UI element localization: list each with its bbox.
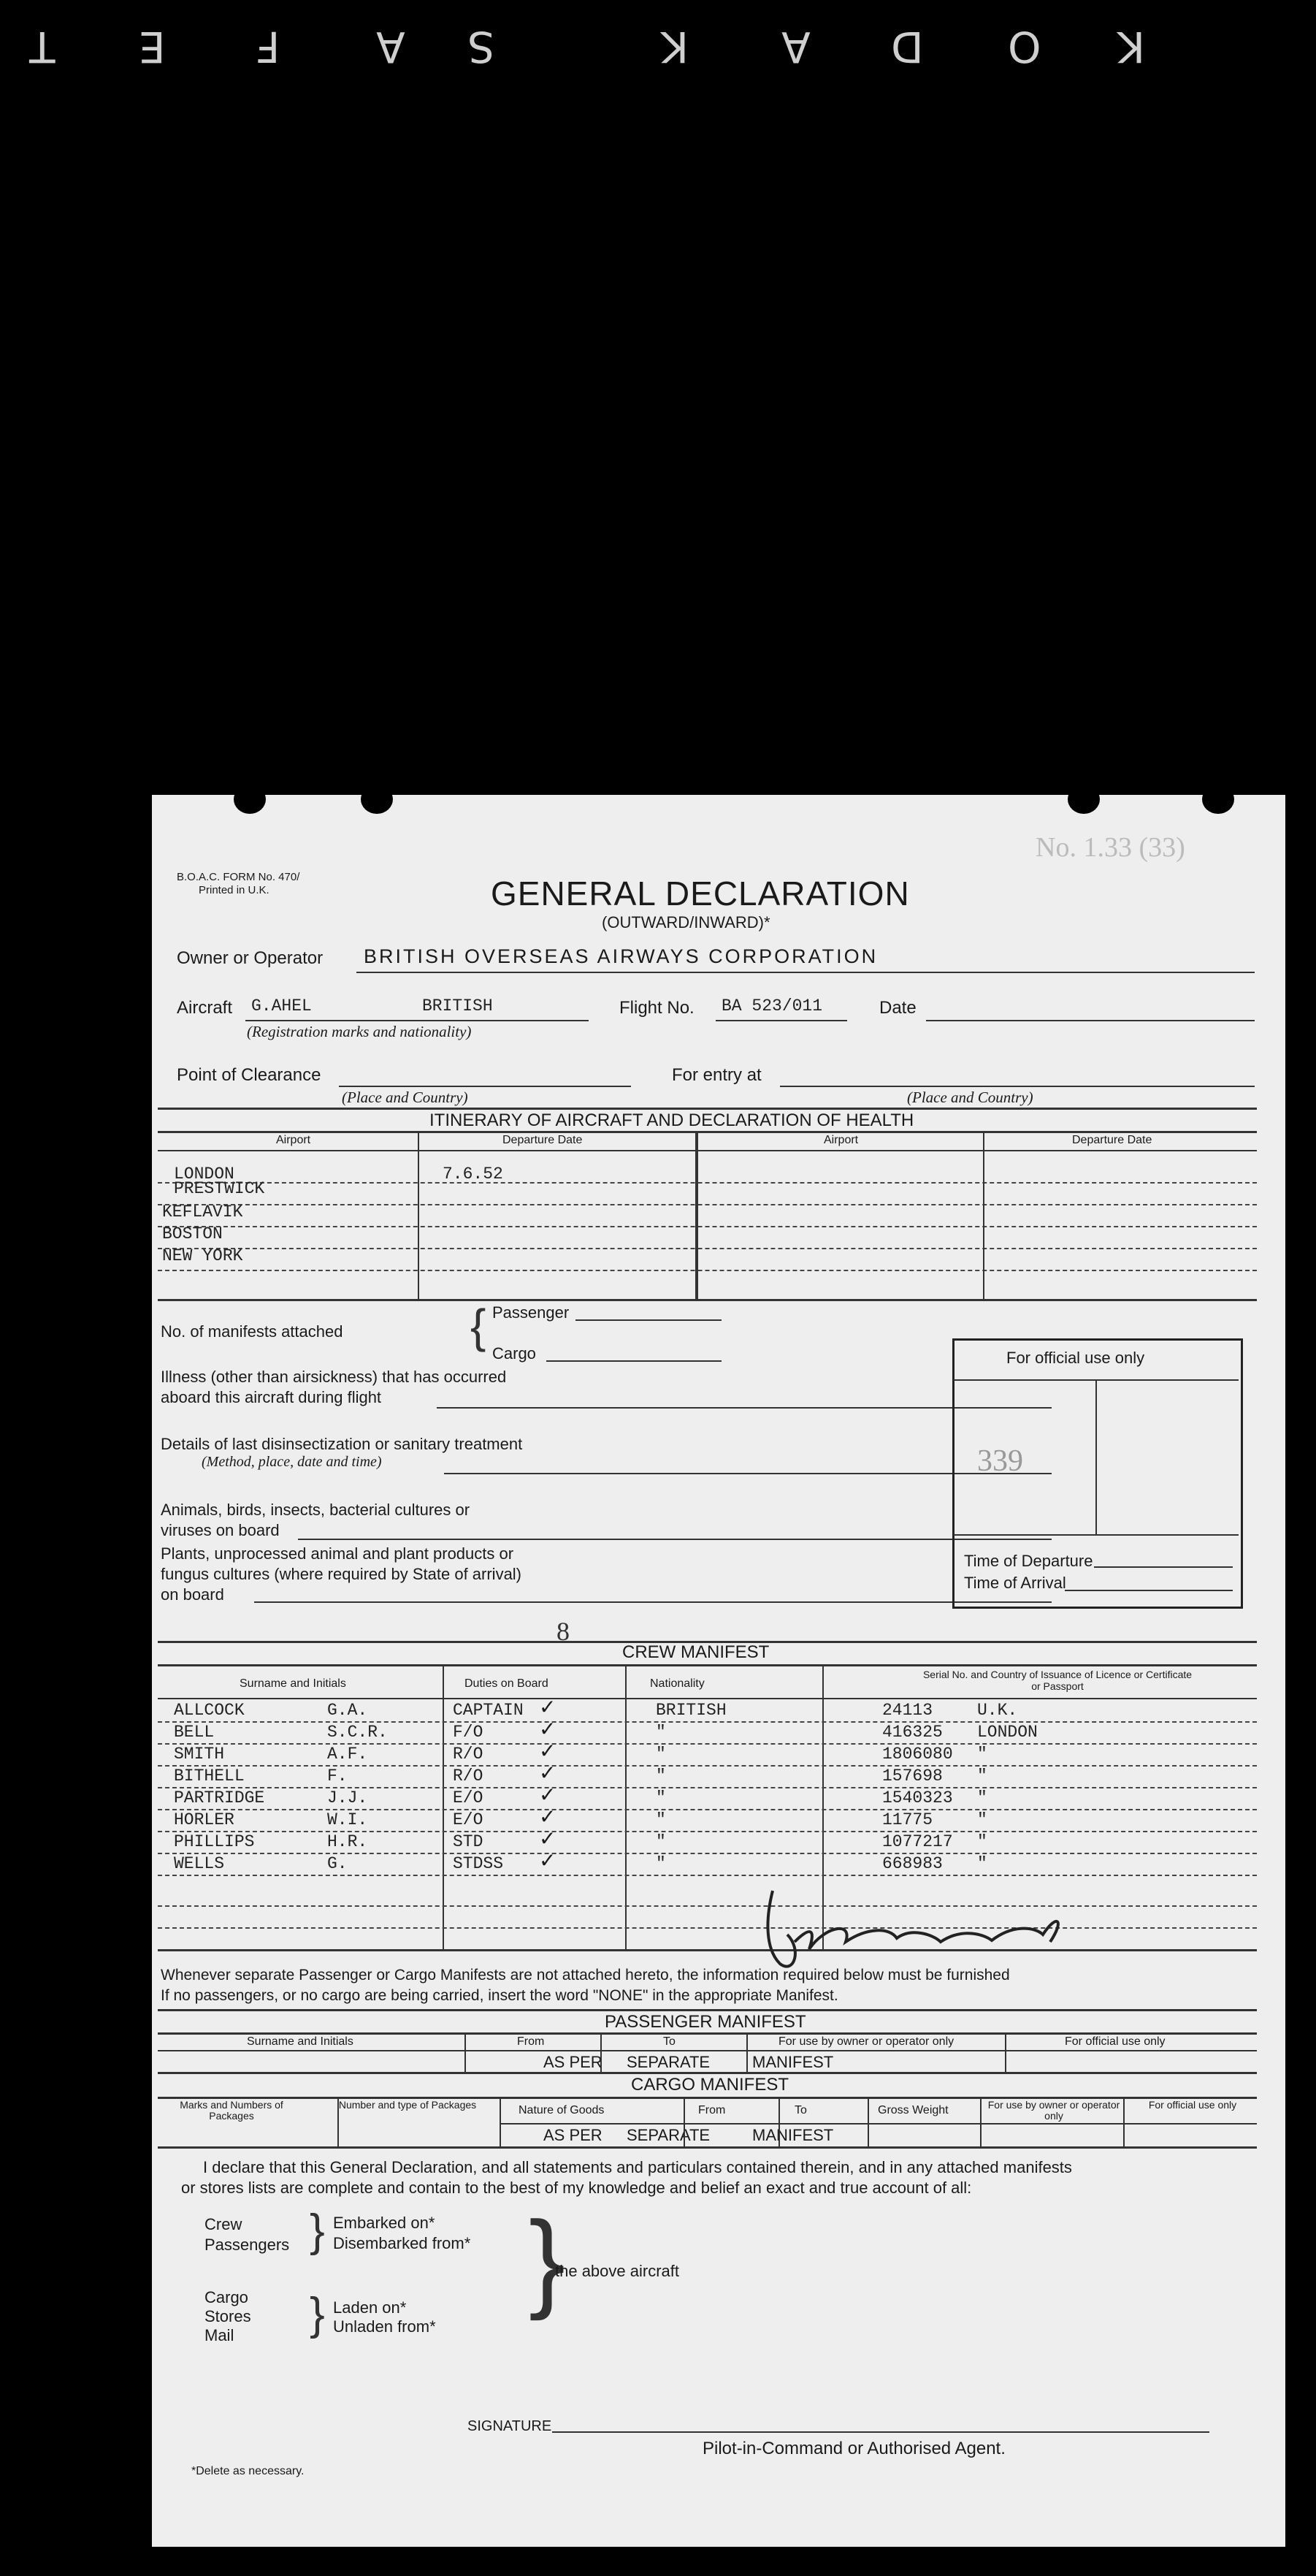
crew-nationality: " [656,1745,666,1764]
crew-serial: 24113 [882,1701,933,1720]
crew-nationality: " [656,1854,666,1873]
crew-bottom-rule [158,1949,1257,1951]
passenger-row-cell: SEPARATE [627,2053,711,2071]
crew-row-rule [158,1905,1257,1907]
clearance-label: Point of Clearance [177,1065,321,1085]
crew-rule [158,1698,1257,1699]
cargo-underline [546,1360,722,1362]
cargo-header: Number and type of Packages [338,2099,477,2111]
owner-value: BRITISH OVERSEAS AIRWAYS CORPORATION [364,945,879,967]
laden-label: Laden on* [333,2298,407,2317]
manifests-label: No. of manifests attached [161,1322,343,1341]
crew-initials: F. [327,1767,348,1786]
cargo-row-cell: MANIFEST [752,2126,834,2144]
aircraft-value: G.AHEL [251,997,312,1015]
passenger-col [464,2032,466,2072]
entry-label: For entry at [672,1065,762,1085]
itinerary-header: Departure Date [1072,1134,1152,1146]
handwritten-signature [743,1883,1087,1978]
crew-surname: WELLS [174,1854,225,1873]
passenger-col [1005,2032,1006,2072]
crew-country: " [977,1745,987,1764]
passengers-label: Passengers [204,2236,290,2254]
illness-label-2: aboard this aircraft during flight [161,1388,382,1406]
plants-underline [254,1601,1052,1603]
crew-nationality: " [656,1832,666,1851]
punch-hole [1068,785,1100,814]
aircraft-note: (Registration marks and nationality) [247,1023,472,1040]
flight-underline [716,1020,847,1021]
brace: { [470,1300,486,1352]
cargo-col [1123,2097,1125,2146]
passenger-col [600,2032,602,2072]
check-mark: ✓ [539,1783,556,1806]
crew-row-rule [158,1809,1257,1810]
crew-initials: G.A. [327,1701,368,1720]
crew-nationality: BRITISH [656,1701,727,1720]
form-title: GENERAL DECLARATION [491,874,910,912]
crew-row-rule [158,1765,1257,1767]
film-letter: K [1117,22,1146,72]
film-letter: A [781,22,811,72]
crew-country: LONDON [977,1723,1038,1742]
passenger-top-rule [158,2009,1257,2011]
check-mark: ✓ [539,1739,556,1762]
film-letter: E [139,22,166,72]
crew-serial: 1540323 [882,1788,953,1807]
crew-initials: A.F. [327,1745,368,1764]
crew-header: Nationality [650,1677,705,1690]
passenger-underline [575,1319,722,1321]
form-id: B.O.A.C. FORM No. 470/ [177,871,300,883]
declaration-form [152,795,1285,2547]
cargo-row-cell: AS PER [543,2126,602,2144]
crew-nationality: " [656,1723,666,1742]
flight-value: BA 523/011 [722,997,823,1015]
crew-header: Surname and Initials [240,1677,346,1690]
notice-line-2: If no passengers, or no cargo are being carried, insert the word "NONE" in the appropriate Manifest. [161,1987,838,2004]
official-use-rule [954,1534,1239,1536]
cargo-label: Cargo [492,1344,536,1363]
crew-initials: W.I. [327,1810,368,1829]
punch-hole [361,785,393,814]
cargo-header: For official use only [1148,2099,1237,2111]
entry-underline [780,1086,1255,1087]
date-label: Date [879,998,917,1018]
brace: } [310,2289,325,2339]
cargo-col [778,2097,780,2146]
crew-surname: ALLCOCK [174,1701,245,1720]
crew-serial: 1806080 [882,1745,953,1764]
crew-row-rule [158,1831,1257,1832]
crew-initials: J.J. [327,1788,368,1807]
cargo-col [500,2097,501,2146]
crew-duty: STD [453,1832,483,1851]
itinerary-header: Airport [824,1134,859,1146]
mail-label: Mail [204,2326,234,2344]
film-letter: D [891,22,924,72]
stores-label: Stores [204,2307,251,2325]
crew-row-rule [158,1927,1257,1929]
cargo-rule [500,2123,1257,2125]
passenger-manifest-title: PASSENGER MANIFEST [605,2012,806,2032]
passenger-header: For official use only [1065,2035,1166,2048]
crew-header: Serial No. and Country of Issuance of Licence or Certificate or Passport [922,1669,1193,1692]
check-mark: ✓ [539,1827,556,1850]
itinerary-bottom-rule [158,1299,1257,1301]
cargo-manifest-title: CARGO MANIFEST [631,2075,789,2095]
crew-duty: E/O [453,1810,483,1829]
cargo-row-cell: SEPARATE [627,2126,711,2144]
itinerary-title: ITINERARY OF AIRCRAFT AND DECLARATION OF HEALTH [429,1110,914,1130]
itinerary-row-rule [158,1182,1257,1184]
itinerary-row-rule [158,1248,1257,1249]
itinerary-row-rule [158,1270,1257,1271]
crew-nationality: " [656,1788,666,1807]
crew-title: CREW MANIFEST [622,1642,770,1662]
footnote: *Delete as necessary. [191,2465,305,2477]
punch-hole [1202,785,1234,814]
crew-serial: 668983 [882,1854,943,1873]
cargo-header: Gross Weight [878,2104,949,2116]
itinerary-top-rule [158,1108,1257,1110]
crew-surname: SMITH [174,1745,225,1764]
crew-surname: PHILLIPS [174,1832,255,1851]
animals-label: Animals, birds, insects, bacterial cultures or [161,1501,470,1519]
plants-label: Plants, unprocessed animal and plant products or [161,1544,514,1563]
film-letter: F [256,22,280,72]
crew-country: " [977,1854,987,1873]
passenger-rule [158,2050,1257,2051]
aircraft-underline [245,1020,589,1021]
passenger-col [746,2032,748,2072]
crew-serial: 157698 [882,1767,943,1786]
crew-duty: CAPTAIN [453,1701,524,1720]
unladen-label: Unladen from* [333,2317,436,2336]
itinerary-airport: NEW YORK [162,1246,243,1265]
flight-label: Flight No. [619,998,695,1018]
time-departure-underline [1094,1566,1233,1568]
crew-header-rule [158,1664,1257,1666]
crew-serial: 1077217 [882,1832,953,1851]
crew-duty: E/O [453,1788,483,1807]
check-mark: ✓ [539,1805,556,1828]
crew-label: Crew [204,2215,242,2233]
time-arrival: Time of Arrival [964,1574,1066,1592]
owner-label: Owner or Operator [177,948,324,968]
film-letter: S [467,22,494,72]
crew-initials: H.R. [327,1832,368,1851]
crew-serial: 11775 [882,1810,933,1829]
owner-underline [356,972,1255,973]
crew-country: " [977,1767,987,1786]
itinerary-header: Departure Date [502,1134,583,1146]
crew-duty: F/O [453,1723,483,1742]
official-use-divider [1095,1379,1097,1534]
clearance-note: (Place and Country) [342,1089,468,1106]
itinerary-col [695,1131,698,1299]
itinerary-row-rule [158,1204,1257,1205]
itinerary-airport: BOSTON [162,1224,223,1243]
cargo-col [980,2097,982,2146]
notice-line-1: Whenever separate Passenger or Cargo Manifests are not attached hereto, the information required below must be furnished [161,1967,1010,1984]
crew-row-rule [158,1743,1257,1745]
crew-surname: BITHELL [174,1767,245,1786]
crew-initials: S.C.R. [327,1723,388,1742]
declaration-line-2: or stores lists are complete and contain to the best of my knowledge and belief an exact and true account of all: [181,2179,972,2197]
time-arrival-underline [1065,1590,1233,1591]
crew-initials: G. [327,1854,348,1873]
crew-serial: 416325 [882,1723,943,1742]
crew-duty: R/O [453,1745,483,1764]
check-mark: ✓ [539,1761,556,1784]
itinerary-header: Airport [276,1134,311,1146]
cargo-header: To [795,2104,807,2116]
itinerary-row-rule [158,1226,1257,1227]
film-letter: K [661,22,689,72]
itinerary-col [983,1131,984,1299]
crew-surname: BELL [174,1723,215,1742]
plants-label-2: fungus cultures (where required by State of arrival) [161,1565,522,1583]
declaration-line-1: I declare that this General Declaration, and all statements and particulars contained therein, and in any attached manifests [203,2158,1072,2176]
crew-row-rule [158,1721,1257,1723]
passenger-header: To [663,2035,676,2048]
crew-row-rule [158,1875,1257,1876]
check-mark: ✓ [539,1849,556,1872]
crew-surname: PARTRIDGE [174,1788,265,1807]
passenger-row-cell: MANIFEST [752,2053,834,2071]
animals-underline [298,1539,1052,1540]
aircraft-label: Aircraft [177,998,233,1018]
signature-label: SIGNATURE [467,2418,552,2434]
document-number-stamp: No. 1.33 (33) [1036,832,1185,863]
embarked-label: Embarked on* [333,2214,435,2232]
crew-nationality: " [656,1767,666,1786]
film-edge-marking [0,22,1316,73]
passenger-row-cell: AS PER [543,2053,602,2071]
disinsect-label: Details of last disinsectization or sanitary treatment [161,1435,523,1453]
printed-note: Printed in U.K. [199,884,269,896]
itinerary-airport: KEFLAVIK [162,1203,243,1222]
cargo-header: From [698,2104,726,2116]
cargo-header: For use by owner or operator only [987,2099,1120,2122]
cargo-header: Nature of Goods [519,2104,605,2116]
crew-header: Duties on Board [464,1677,548,1690]
crew-row-rule [158,1853,1257,1854]
cargo-header: Marks and Numbers of Packages [180,2099,283,2122]
cargo-decl-label: Cargo [204,2288,248,2306]
cargo-col [684,2097,685,2146]
above-aircraft: the above aircraft [555,2262,679,2280]
animals-label-2: viruses on board [161,1521,280,1539]
disinsect-note: (Method, place, date and time) [202,1454,382,1470]
cargo-col [868,2097,869,2146]
departure-date: 7.6.52 [443,1165,503,1184]
entry-note: (Place and Country) [907,1089,1033,1106]
pilot-caption: Pilot-in-Command or Authorised Agent. [703,2439,1006,2458]
crew-country: " [977,1832,987,1851]
passenger-header: For use by owner or operator only [778,2035,955,2048]
crew-duty: R/O [453,1767,483,1786]
crew-nationality: " [656,1810,666,1829]
plants-label-3: on board [161,1585,224,1604]
form-subtitle: (OUTWARD/INWARD)* [602,913,770,931]
illness-label: Illness (other than airsickness) that has occurred [161,1368,507,1386]
check-mark: ✓ [539,1718,556,1740]
official-use-title: For official use only [1006,1349,1145,1367]
crew-country: " [977,1788,987,1807]
nationality-value: BRITISH [422,997,493,1015]
itinerary-airport: LONDON [174,1165,234,1184]
cargo-bottom-rule [158,2146,1257,2149]
passenger-bottom-rule [158,2072,1257,2074]
crew-country: " [977,1810,987,1829]
clearance-underline [339,1086,631,1087]
passenger-header-rule [158,2032,1257,2035]
film-letter: A [376,22,405,72]
crew-count-mark: 8 [556,1617,570,1646]
time-departure: Time of Departure [964,1552,1093,1570]
crew-duty: STDSS [453,1854,504,1873]
official-number-stamp: 339 [977,1444,1023,1478]
date-underline [926,1020,1255,1021]
film-letter: T [29,22,56,72]
disembarked-label: Disembarked from* [333,2234,471,2252]
large-brace: } [529,2198,566,2321]
itinerary-col [418,1131,419,1299]
passenger-header: From [517,2035,545,2048]
itinerary-header-rule [158,1131,1257,1133]
punch-hole [234,785,266,814]
passenger-header: Surname and Initials [247,2035,353,2048]
itinerary-airport: PRESTWICK [174,1179,265,1198]
crew-country: U.K. [977,1701,1018,1720]
cargo-col [337,2097,339,2146]
signature-line [552,2431,1209,2433]
crew-surname: HORLER [174,1810,234,1829]
check-mark: ✓ [539,1696,556,1718]
brace: } [310,2206,325,2256]
itinerary-rule [158,1150,1257,1151]
crew-row-rule [158,1787,1257,1788]
passenger-label: Passenger [492,1303,570,1322]
film-letter: O [1008,22,1041,72]
